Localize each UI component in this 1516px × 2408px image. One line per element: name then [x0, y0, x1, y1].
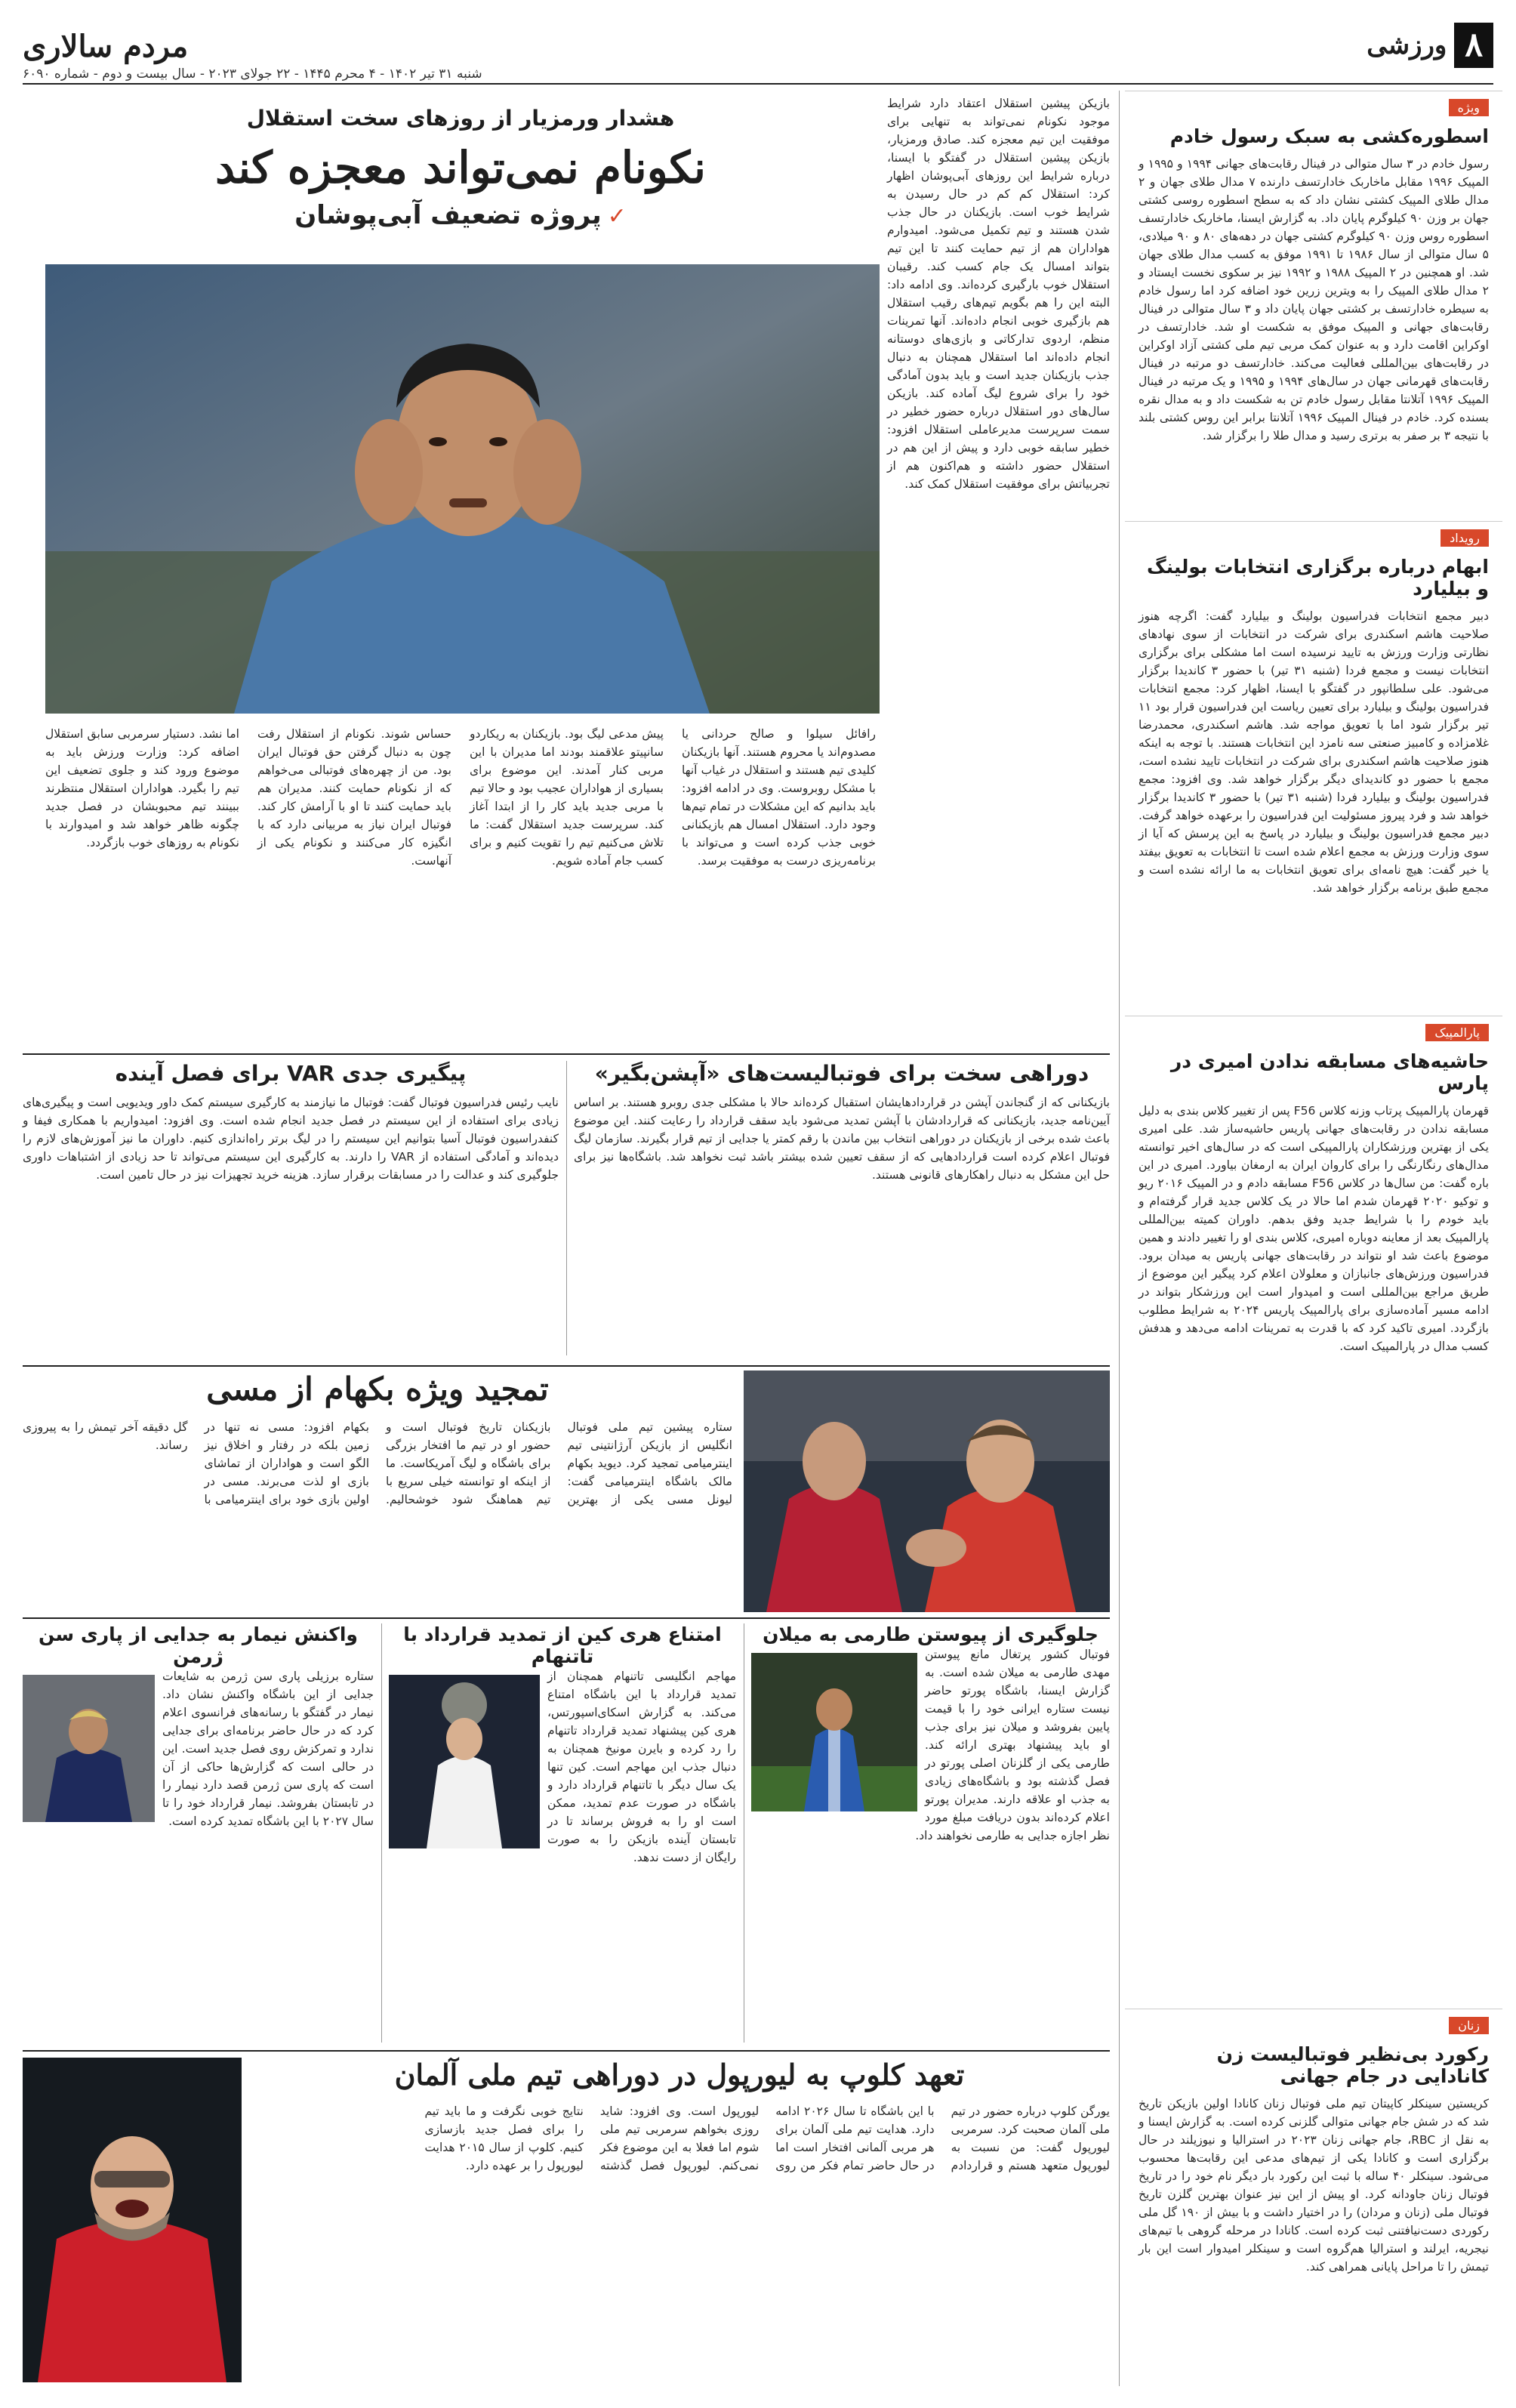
neymar-illustration: [23, 1675, 155, 1822]
beckham-messi-photo: [744, 1370, 1110, 1612]
tag-label: زنان: [1449, 2017, 1489, 2034]
section-header: [1367, 23, 1493, 68]
lead-photo: [45, 264, 880, 714]
neymar-photo: [23, 1675, 155, 1822]
taremi-photo: [751, 1653, 917, 1811]
lead-column-right: [887, 94, 1110, 1046]
sidebar-title: حاشیه‌های مسابقه ندادن امیری در پارس: [1170, 1050, 1489, 1094]
lead-bottom-col: اما نشد. دستیار سرمربی سابق استقلال اضافه کرد: وزارت ورزش باید به موضوع ورود کند و جلوی تضعیف این تیم را بگیرد. هواداران استقلال منتظرند ببینند تیم محبوبشان در فصل جدید چگونه ظاهر خواهد شد و امیدوارند با نکونام به روزهای خوب بازگردد.: [45, 727, 239, 849]
story-text: مهاجم انگلیسی تاتنهام همچنان از تمدید قرارداد با این باشگاه امتناع می‌کند. به گزارش اسکای‌اسپورتس، هری کین پیشنهاد تمدید قرارداد تاتنهام را رد کرده و بایرن مونیخ همچنان به دنبال جذب این مهاجم است. کین تنها یک سال دیگر با تاتنهام قرارداد دارد و باشگاه در صورت عدم تمدید، ممکن است او را به فروش برساند تا در تابستان آینده بازیکن را به صورت رایگان از دست ندهد.: [547, 1670, 736, 1864]
lead-bottom-columns: [45, 725, 876, 1042]
story-text: نایب رئیس فدراسیون فوتبال گفت: فوتبال ما نیازمند به کارگیری سیستم کمک داور ویدیویی است و پیگیری‌های زیادی برای استفاده از این سیستم در فصل جدید انجام شده است. وی افزود: امیدواریم با همکاری فیفا و کنفدراسیون فوتبال آسیا بتوانیم این سیستم را در لیگ برتر راه‌اندازی کنیم. داوران ما نیز آموزش‌های لازم را دیده‌اند و آمادگی استفاده از VAR را دارند. به کارگیری این سیستم می‌تواند تا حد زیادی از اشتباهات داوری جلوگیری کند و عدالت را در مسابقات برقرار سازد. هزینه خرید تجهیزات نیز در حال تامین است.: [23, 1096, 559, 1182]
newspaper-name: مردم سالاری: [23, 29, 189, 64]
lead-text-right: بازیکن پیشین استقلال اعتقاد دارد شرایط موجود نکونام نمی‌تواند به تنهایی برای موفقیت این تیم معجزه کند. صادق ورمزیار، بازیکن پیشین استقلال در گفتگو با ایسنا، درباره شرایط این روزهای آبی‌پوشان اظهار کرد: استقلال کم کم در حال رسیدن به شرایط خوب است. بازیکنان در حال جذب شدن هستند و تیم تکمیل می‌شود. امیدوارم هواداران هم از تیم حمایت کنند تا این تیم بتواند امسال یک جام کسب کند. رقیبان استقلال خوب بارگیری کرده‌اند. وی ادامه داد: البته این را هم بگویم تیم‌های رقیب استقلال هم بازگیری خوبی انجام داده‌اند. آنها تمرینات منظم، اردوی تدارکاتی و بازی‌های دوستانه انجام داده‌اند اما استقلال همچنان به دنبال جذب بازیکنان جدید است و باید بدون آمادگی خود را برای شروع لیگ آماده کند. بازیکن سال‌های دور استقلال درباره حضور خطیر در سمت سرپرست مدیرعاملی استقلال افزود: خطیر سابقه خوبی دارد و پیش از این هم در استقلال حضور داشته و هم‌اکنون هم از تجربیاتش برای موفقیت استقلال کمک کند.: [887, 97, 1110, 491]
check-icon: ✓: [607, 203, 627, 230]
column-divider: [883, 94, 884, 714]
story-text: ستاره پیشین تیم ملی فوتبال انگلیس از بازیکن آرژانتینی تیم اینترمیامی تمجید کرد. دیوید بکهام مالک باشگاه اینترمیامی گفت: لیونل مسی یکی از بهترین بازیکنان تاریخ فوتبال است و حضور او در تیم ما افتخار بزرگی برای باشگاه و لیگ آمریکاست. ما از اینکه او توانسته خیلی سریع با تیم هماهنگ شود خوشحالیم. بکهام افزود: مسی نه تنها در زمین بلکه در رفتار و اخلاق نیز الگو است و هواداران از تماشای بازی او لذت می‌برند. مسی در اولین بازی خود برای اینترمیامی با گل دقیقه آخر تیمش را به پیروزی رساند.: [23, 1420, 732, 1506]
beckham-messi-illustration: [744, 1370, 1110, 1612]
lead-subhead: [45, 200, 876, 230]
lead-bottom-col: پیش مدعی لیگ بود. بازیکنان به ریکاردو سانپیتو علاقمند بودند اما مدیران با این مربی کنار آمدند. این موضوع برای بسیاری از هواداران عجیب بود و حالا تیم با مربی جدید باید کار را از ابتدا آغاز کند. سرپرست جدید استقلال گفت: ما تلاش می‌کنیم تیم را تقویت کنیم و برای کسب جام آماده شویم.: [470, 727, 664, 868]
story-option-players: [574, 1061, 1110, 1359]
lead-bottom-col: رافائل سیلوا و صالح حردانی یا مصدوم‌اند یا محروم هستند. آنها بازیکنان کلیدی تیم هستند و استقلال در غیاب آنها با مشکل روبروست. وی در ادامه افزود: باید بدانیم که این مشکلات در تمام تیم‌ها وجود دارد. استقلال امسال هم بازیکنانی خوبی جذب کرده است و می‌تواند با برنامه‌ریزی درست به موفقیت برسد.: [682, 727, 876, 868]
story-title: دوراهی سخت برای فوتبالیست‌های «آپشن‌بگیر»: [594, 1061, 1089, 1086]
sidebar-title: ابهام درباره برگزاری انتخابات بولینگ و بیلیارد: [1147, 556, 1489, 600]
taremi-illustration: [751, 1653, 917, 1811]
story-text: بازیکنانی که از گنجاندن آپشن در قراردادهایشان استقبال کرده‌اند حالا با مشکلی جدی روبرو هستند. بر اساس آیین‌نامه جدید، بازیکنانی که قراردادشان با آپشن تمدید می‌شود باید سقف قرارداد را رعایت کنند. این موضوع باعث شده برخی از بازیکنان در دوراهی انتخاب بین ماندن با رقم کمتر یا جدایی از تیم قرار بگیرند. سازمان لیگ فوتبال اعلام کرده است قراردادهایی که از سقف تعیین شده بیشتر باشد ثبت نخواهد شد. باشگاه‌ها نیز برای حل این مشکل به دنبال راهکارهای قانونی هستند.: [574, 1096, 1110, 1182]
tag-label: رویداد: [1441, 529, 1489, 547]
sidebar-title: اسطوره‌کشی به سبک رسول خادم: [1169, 125, 1489, 147]
sidebar-divider: [1119, 91, 1120, 2386]
klopp-illustration: [23, 2058, 242, 2382]
nekounam-photo-illustration: [45, 264, 880, 714]
dateline: شنبه ۳۱ تیر ۱۴۰۲ - ۴ محرم ۱۴۴۵ - ۲۲ جولای ۲۰۲۳ - سال بیست و دوم - شماره ۶۰۹۰: [23, 66, 482, 82]
column-divider: [566, 1061, 567, 1355]
kane-story: [389, 1623, 736, 2046]
story-title: تمجید ویژه بکهام از مسی: [206, 1370, 549, 1407]
story-text: یورگن کلوپ درباره حضور در تیم ملی آلمان صحبت کرد. سرمربی لیورپول گفت: من نسبت به لیورپول متعهد هستم و قراردادم با این باشگاه تا سال ۲۰۲۶ ادامه دارد. هدایت تیم ملی آلمان برای هر مربی آلمانی افتخار است اما در حال حاضر تمام فکر من روی لیورپول است. وی افزود: شاید روزی بخواهم سرمربی تیم ملی شوم اما فعلا به این موضوع فکر نمی‌کنم. لیورپول فصل گذشته نتایج خوبی نگرفت و ما باید تیم را برای فصل جدید بازسازی کنیم. کلوپ از سال ۲۰۱۵ هدایت لیورپول را بر عهده دارد.: [424, 2104, 1110, 2172]
section-name: ورزشی: [1367, 30, 1447, 60]
tag-label: پارالمپیک: [1425, 1024, 1489, 1041]
story-title: پیگیری جدی VAR برای فصل آینده: [115, 1061, 467, 1086]
page-header: [23, 23, 1493, 85]
story-title: تعهد کلوپ به لیورپول در دوراهی تیم ملی آلمان: [394, 2058, 965, 2092]
sidebar-title: رکورد بی‌نظیر فوتبالیست زن کانادایی در جام جهانی: [1216, 2043, 1489, 2087]
sidebar-text: کریستین سینکلر کاپیتان تیم ملی فوتبال زنان کانادا اولین بازیکن تاریخ شد که در شش جام جهانی متوالی گلزنی کرده است. به گزارش ایسنا و به نقل از RBC، جام جهانی زنان ۲۰۲۳ در استرالیا و نیوزیلند در حال برگزاری است و کانادا یکی از تیم‌های مدعی این رقابت‌ها محسوب می‌شود. سینکلر ۴۰ ساله با ثبت این رکورد بار دیگر نام خود را در تاریخ فوتبال زنان جاودانه کرد. او پیش از این نیز عنوان بهترین گلزن تاریخ فوتبال ملی (زنان و مردان) را در اختیار داشت و با بیش از ۱۹۰ گل ملی رکوردی دست‌نیافتنی ثبت کرده است. کانادا در مرحله گروهی با تیم‌های نیجریه، ایرلند و استرالیا هم‌گروه است و سینکلر امیدوار است این بار تیمش را تا مراحل پایانی همراهی کند.: [1139, 2097, 1489, 2274]
sidebar-text: رسول خادم در ۳ سال متوالی در فینال رقابت‌های جهانی ۱۹۹۴ و ۱۹۹۵ و المپیک ۱۹۹۶ مقابل ماخاربک خادارتسف دارنده ۷ مدال طلای جهان و ۲ مدال طلای المپیک کشتی نشان داد که به سطح اسطوره روسی کشتی جهان بر وزن ۹۰ کیلوگرم پایان داد. به گزارش ایسنا، ماخاربک خادارتسف اسطوره روس وزن ۹۰ کیلوگرم کشتی جهان در دهه‌های ۸۰ و ۹۰ میلادی، ۵ سال متوالی از سال ۱۹۸۶ تا ۱۹۹۱ موفق به کسب مدال طلای جهان شد. او همچنین در ۲ المپیک ۱۹۸۸ و ۱۹۹۲ نیز بر سکوی نخست ایستاد و ۲ مدال طلای المپیک را به ویترین زرین خود اضافه کرد اما رسول خادم به سیطره خادارتسف بر کشتی جهان پایان داد و ۳ سال متوالی در فینال رقابت‌های جهانی و المپیک موفق به شکست او شد. خادارتسف در اوکراین اقامت دارد و به عنوان کمک مربی تیم ملی کشتی آزاد اوکراین در رقابت‌های بین‌المللی فعالیت می‌کند. خادارتسف دو مرتبه در فینال رقابت‌های قهرمانی جهان در سال‌های ۱۹۹۴ و ۱۹۹۵ و یک مرتبه در فینال المپیک ۱۹۹۶ آتلانتا مقابل رسول خادم تن به شکست داد و به مدال نقره بسنده کرد. خادم در فینال المپیک ۱۹۹۶ آتلانتا برابر این روس کشتی بلند با نتیجه ۳ بر صفر به برتری رسید و مدال طلا را برگزار شد.: [1139, 157, 1490, 442]
tag-label: ویژه: [1449, 99, 1489, 116]
lead-author: پروژه تضعیف آبی‌پوشان: [294, 200, 602, 230]
lead-kicker: هشدار ورمزیار از روزهای سخت استقلال: [246, 106, 675, 131]
sidebar-box-bowling: [1125, 521, 1502, 1004]
sidebar-text: دبیر مجمع انتخابات فدراسیون بولینگ و بیلیارد گفت: اگرچه هنوز صلاحیت هاشم اسکندری برای شرکت در انتخابات از سوی نهادهای نظارتی وزارت ورزش به تایید نرسیده است اما مشکلی برای برگزاری انتخابات نیست و مجمع فردا (شنبه ۳۱ تیر) با حضور ۳ کاندیدا برگزار می‌شود. علی سلطانپور در گفتگو با ایسنا، اظهار کرد: مجمع انتخابات فدراسیون بولینگ و بیلیارد برای تعیین ریاست این فدراسیون قرار بود ۱۱ تیر برگزار شود اما با تعویق مواجه شد. هاشم اسکندری، محمدرضا غلامزاده و کامبیز صنعتی سه نامزد این انتخابات هستند. با توجه به اینکه هنوز صلاحیت هاشم اسکندری برای شرکت در انتخابات تایید نشده است، مجمع با حضور دو کاندیدای دیگر برگزار خواهد شد. وی افزود: مجمع فدراسیون بولینگ و بیلیارد فردا (شنبه ۳۱ تیر) با حضور ۳ کاندیدا برگزار خواهد شد و فرد پیروز مسئولیت این فدراسیون را برعهده خواهد گرفت. دبیر مجمع فدراسیون بولینگ و بیلیارد در پاسخ به این پرسش که آیا از سوی وزارت ورزش به مجمع اعلام شده است تا انتخابات به تعویق بیفتد یا خیر گفت: هیچ نامه‌ای برای تعویق انتخابات به ما ارائه نشده است و مجمع طبق برنامه برگزار خواهد شد.: [1139, 609, 1489, 895]
story-text: فوتبال کشور پرتغال مانع پیوستن مهدی طارمی به میلان شده است. به گزارش ایسنا، باشگاه پورتو حاضر نیست ستاره ایرانی خود را با قیمت پایین بفروشد و میلان نیز برای جذب او باید پیشنهاد بهتری ارائه کند. طارمی یکی از گلزنان اصلی پورتو در فصل گذشته بود و باشگاه‌های زیادی به جذب او علاقه دارند. مدیران پورتو اعلام کرده‌اند بدون دریافت مبلغ مورد نظر اجازه جدایی به طارمی نخواهند داد.: [915, 1648, 1110, 1842]
section-divider: [23, 2050, 1110, 2052]
sidebar-box-paralympic: [1125, 1016, 1502, 1997]
story-text: ستاره برزیلی پاری سن ژرمن به شایعات جدایی از این باشگاه واکنش نشان داد. نیمار در گفتگو با رسانه‌های فرانسوی اعلام کرد که در حال حاضر برنامه‌ای برای جدایی ندارد و تمرکزش روی فصل جدید است. این در حالی است که گزارش‌ها حاکی از آن است که پاری سن ژرمن قصد دارد نیمار را در تابستان بفروشد. نیمار قرارداد خود را تا سال ۲۰۲۷ با این باشگاه تمدید کرده است.: [162, 1670, 374, 1828]
column-divider: [381, 1623, 382, 2043]
section-divider: [23, 1053, 1110, 1055]
taremi-story: [751, 1623, 1110, 2046]
sidebar-box-khadem: [1125, 91, 1502, 513]
kane-illustration: [389, 1675, 540, 1848]
lead-bottom-col: حساس شوند. نکونام از استقلال رفت چون به دنبال گرفتن حق فوتبال ایران بود. من از چهره‌های فوتبالی می‌خواهم که از نکونام حمایت کنند. مدیران هم باید حمایت کنند تا او با آرامش کار کند. فوتبال ایران نیاز به مربیانی دارد که با انگیزه کار می‌کنند و نکونام یکی از آنهاست.: [257, 727, 451, 868]
neymar-story: [23, 1623, 374, 2046]
story-title: امتناع هری کین از تمدید قرارداد با تاتنهام: [403, 1623, 722, 1667]
beckham-story: [23, 1370, 732, 1612]
lead-headline: نکونام نمی‌تواند معجزه کند: [215, 142, 706, 193]
sidebar-text: قهرمان پارالمپیک پرتاب وزنه کلاس F56 پس از تغییر کلاس بندی به دلیل مسابقه ندادن در رقابت‌های جهانی پاریس حاشیه‌ساز شد. علی امیری یکی از بهترین ورزشکاران پارالمپیکی است که در سال‌های اخیر توانسته مدال‌های رنگارنگی را برای کاروان ایران به ارمغان بیاورد. امیری در این باره گفت: من سال‌ها در کلاس F56 مسابقه دادم و در المپیک ۲۰۱۶ ریو و توکیو ۲۰۲۰ قهرمان شدم اما حالا در یک کلاس جدید قرار گرفته‌ام و باید خودم را با شرایط جدید وفق بدهم. داوران کمیته بین‌المللی پارالمپیک بعد از معاینه دوباره امیری، کلاس بندی او را تغییر دادند و همین موضوع باعث شد او نتواند در رقابت‌های جهانی پاریس به میدان برود. فدراسیون ورزش‌های جانبازان و معلولان اعلام کرد پیگیر این موضوع از طریق مراجع بین‌المللی است و امیدوار است این ورزشکار بتواند در ادامه مسیر آماده‌سازی برای پارالمپیک پاریس ۲۰۲۴ به شرایط مطلوب بازگردد. امیری تاکید کرد که با قدرت به تمرینات ادامه می‌دهد و هدفش کسب مدال در پارالمپیک است.: [1139, 1104, 1490, 1353]
section-divider: [23, 1617, 1110, 1619]
page-number: ۸: [1454, 23, 1493, 68]
sidebar-box-canada: [1125, 2009, 1502, 2386]
section-divider: [23, 1365, 1110, 1367]
story-title: واکنش نیمار به جدایی از پاری سن ژرمن: [39, 1623, 358, 1667]
klopp-photo: [23, 2058, 242, 2382]
klopp-story: [249, 2058, 1110, 2382]
story-var: [23, 1061, 559, 1359]
lead-headline-block: [45, 106, 876, 230]
story-title: جلوگیری از پیوستن طارمی به میلان: [763, 1623, 1098, 1645]
kane-photo: [389, 1675, 540, 1848]
